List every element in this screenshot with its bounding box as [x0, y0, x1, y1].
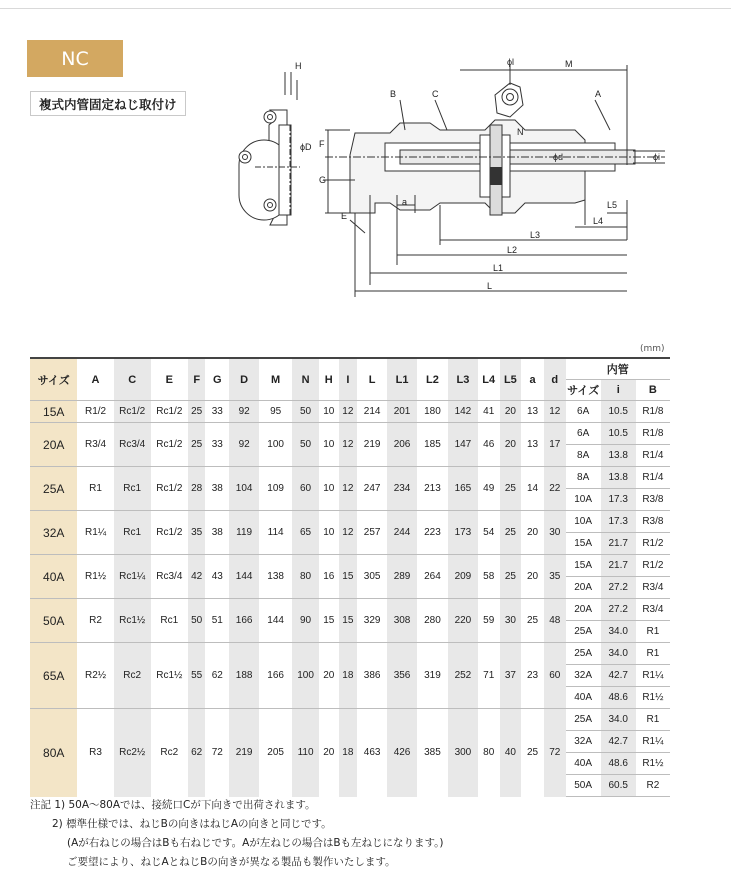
cell-inner: 20A: [566, 577, 601, 599]
cell-size: 15A: [30, 401, 77, 423]
cell-value: 71: [478, 643, 500, 709]
cell-value: 104: [229, 467, 259, 511]
cell-value: 188: [229, 643, 259, 709]
cell-value: 38: [205, 511, 229, 555]
cell-inner: 34.0: [601, 709, 636, 731]
header-inner-B: B: [636, 380, 670, 401]
cell-value: R1: [77, 467, 113, 511]
note-2-detail: (Aが右ねじの場合はBも右ねじです。Aが左ねじの場合はBも左ねじになります。): [67, 837, 444, 849]
cell-value: 62: [205, 643, 229, 709]
cell-inner: 17.3: [601, 511, 636, 533]
cell-value: 180: [417, 401, 448, 423]
cell-value: 12: [544, 401, 566, 423]
cell-value: 50: [188, 599, 206, 643]
cell-value: Rc1/2: [151, 423, 188, 467]
cell-value: 37: [500, 643, 522, 709]
note-1: 注記 1) 50A～80Aでは、接続口Cが下向きで出荷されます。: [30, 799, 316, 811]
table-row: [30, 423, 670, 445]
cell-value: 201: [387, 401, 417, 423]
cell-value: 15: [319, 599, 339, 643]
cell-value: 13: [521, 423, 544, 467]
cell-value: R1¼: [77, 511, 113, 555]
cell-value: R2: [77, 599, 113, 643]
cell-value: 80: [478, 709, 500, 797]
cell-value: 356: [387, 643, 417, 709]
cell-value: 43: [205, 555, 229, 599]
cell-value: 22: [544, 467, 566, 511]
cell-inner: 13.8: [601, 445, 636, 467]
cell-value: 10: [319, 423, 339, 467]
label-A: A: [595, 89, 602, 99]
cell-inner: 27.2: [601, 577, 636, 599]
cell-value: 173: [448, 511, 478, 555]
cell-value: 20: [500, 423, 522, 467]
cell-inner: 48.6: [601, 687, 636, 709]
cell-value: 46: [478, 423, 500, 467]
label-phi-d: ϕd: [553, 152, 564, 162]
cell-inner: R1/2: [636, 555, 670, 577]
cell-value: 38: [205, 467, 229, 511]
cell-inner: 25A: [566, 709, 601, 731]
label-L2: L2: [507, 245, 518, 255]
cell-inner: R1/4: [636, 467, 670, 489]
model-badge: NC: [27, 40, 123, 77]
cell-inner: 50A: [566, 775, 601, 797]
technical-drawing: [225, 55, 675, 305]
cell-value: 20: [521, 511, 544, 555]
cell-value: 205: [259, 709, 292, 797]
cell-size: 32A: [30, 511, 77, 555]
header-E: E: [151, 358, 188, 401]
cell-inner: 10A: [566, 511, 601, 533]
table-row: [30, 401, 670, 423]
cell-value: Rc1¼: [114, 555, 151, 599]
cell-inner: 10.5: [601, 401, 636, 423]
cell-value: 92: [229, 401, 259, 423]
cell-inner: 34.0: [601, 621, 636, 643]
cell-value: 18: [339, 643, 358, 709]
cell-inner: 21.7: [601, 555, 636, 577]
cell-value: 25: [500, 555, 522, 599]
cell-value: Rc1: [151, 599, 188, 643]
cell-inner: R1: [636, 709, 670, 731]
cell-value: 50: [292, 401, 319, 423]
cell-inner: 15A: [566, 555, 601, 577]
cell-value: 114: [259, 511, 292, 555]
spec-table: [30, 357, 670, 797]
label-L4: L4: [593, 216, 604, 226]
label-L: L: [487, 281, 493, 291]
cell-inner: 27.2: [601, 599, 636, 621]
cell-value: 33: [205, 401, 229, 423]
cell-value: 18: [339, 709, 358, 797]
cell-inner: 6A: [566, 423, 601, 445]
cell-inner: 60.5: [601, 775, 636, 797]
cell-value: 25: [521, 599, 544, 643]
label-G: G: [319, 175, 327, 185]
cell-value: 214: [357, 401, 387, 423]
label-F: F: [319, 139, 325, 149]
cell-value: Rc1/2: [151, 467, 188, 511]
cell-inner: R1½: [636, 753, 670, 775]
cell-inner: R1¼: [636, 731, 670, 753]
header-L: L: [357, 358, 387, 401]
cell-value: 42: [188, 555, 206, 599]
header-N: N: [292, 358, 319, 401]
cell-value: 147: [448, 423, 478, 467]
cell-value: 16: [319, 555, 339, 599]
spec-table-body: [30, 401, 670, 797]
cell-value: 20: [521, 555, 544, 599]
cell-value: 10: [319, 467, 339, 511]
cell-value: 40: [500, 709, 522, 797]
cell-inner: 13.8: [601, 467, 636, 489]
cell-value: 12: [339, 467, 358, 511]
note-2: 2) 標準仕様では、ねじBの向きはねじAの向きと同じです。: [52, 818, 332, 830]
table-row: [30, 555, 670, 577]
header-A: A: [77, 358, 113, 401]
cell-value: 13: [521, 401, 544, 423]
cell-value: 234: [387, 467, 417, 511]
cell-inner: 10.5: [601, 423, 636, 445]
cell-value: 144: [229, 555, 259, 599]
cell-value: Rc1: [114, 511, 151, 555]
cell-size: 80A: [30, 709, 77, 797]
cell-value: Rc1½: [114, 599, 151, 643]
notes: [30, 796, 444, 872]
cell-value: 426: [387, 709, 417, 797]
cell-value: 209: [448, 555, 478, 599]
cell-value: 165: [448, 467, 478, 511]
cell-value: R3/4: [77, 423, 113, 467]
header-G: G: [205, 358, 229, 401]
table-row: [30, 511, 670, 533]
cell-inner: 21.7: [601, 533, 636, 555]
cell-value: 48: [544, 599, 566, 643]
cell-value: 220: [448, 599, 478, 643]
cell-inner: 40A: [566, 753, 601, 775]
table-row: [30, 599, 670, 621]
label-phi-D: ϕD: [300, 142, 312, 152]
cell-value: 319: [417, 643, 448, 709]
cell-value: 206: [387, 423, 417, 467]
cell-value: 20: [500, 401, 522, 423]
cell-inner: R1/8: [636, 423, 670, 445]
cell-inner: 20A: [566, 599, 601, 621]
top-divider: [0, 8, 731, 9]
cell-value: 144: [259, 599, 292, 643]
cell-value: 15: [339, 555, 358, 599]
cell-inner: R2: [636, 775, 670, 797]
unit-label: (mm): [640, 344, 665, 354]
cell-value: 10: [319, 511, 339, 555]
cell-value: 12: [339, 511, 358, 555]
cell-value: 305: [357, 555, 387, 599]
cell-inner: 32A: [566, 731, 601, 753]
table-header-row: [30, 358, 670, 380]
cell-value: Rc1½: [151, 643, 188, 709]
cell-value: Rc1: [114, 467, 151, 511]
header-C: C: [114, 358, 151, 401]
table-row: [30, 709, 670, 731]
cell-value: 60: [292, 467, 319, 511]
cell-size: 65A: [30, 643, 77, 709]
cell-value: 49: [478, 467, 500, 511]
cell-inner: R3/8: [636, 511, 670, 533]
cell-value: 385: [417, 709, 448, 797]
note-2-extra: ご要望により、ねじAとねじBの向きが異なる製品も製作いたします。: [67, 856, 396, 868]
cell-value: 25: [188, 423, 206, 467]
cell-inner: 34.0: [601, 643, 636, 665]
cell-value: 219: [229, 709, 259, 797]
cell-value: 54: [478, 511, 500, 555]
header-M: M: [259, 358, 292, 401]
cell-value: 109: [259, 467, 292, 511]
cell-size: 25A: [30, 467, 77, 511]
cell-value: 110: [292, 709, 319, 797]
cell-value: 142: [448, 401, 478, 423]
header-L5: L5: [500, 358, 522, 401]
cell-inner: R1/4: [636, 445, 670, 467]
cell-value: 92: [229, 423, 259, 467]
cell-value: Rc3/4: [114, 423, 151, 467]
cell-value: 35: [544, 555, 566, 599]
cell-value: 58: [478, 555, 500, 599]
header-inner-pipe: 内管: [566, 358, 670, 380]
cell-inner: 40A: [566, 687, 601, 709]
cell-value: 95: [259, 401, 292, 423]
cell-size: 20A: [30, 423, 77, 467]
cell-value: 280: [417, 599, 448, 643]
cell-value: Rc1/2: [114, 401, 151, 423]
cell-inner: 8A: [566, 445, 601, 467]
header-inner-size: サイズ: [566, 380, 601, 401]
cell-value: 30: [500, 599, 522, 643]
cell-inner: 15A: [566, 533, 601, 555]
cell-value: 138: [259, 555, 292, 599]
cell-inner: 8A: [566, 467, 601, 489]
cell-value: 247: [357, 467, 387, 511]
cell-value: 23: [521, 643, 544, 709]
cell-value: 252: [448, 643, 478, 709]
cell-value: 300: [448, 709, 478, 797]
cell-value: Rc2: [114, 643, 151, 709]
cell-value: 25: [521, 709, 544, 797]
header-size: サイズ: [30, 358, 77, 401]
cell-value: 308: [387, 599, 417, 643]
cell-inner: R1½: [636, 687, 670, 709]
cell-inner: 25A: [566, 643, 601, 665]
cell-inner: R3/8: [636, 489, 670, 511]
cell-value: 119: [229, 511, 259, 555]
cell-value: 41: [478, 401, 500, 423]
table-row: [30, 467, 670, 489]
cell-value: 100: [259, 423, 292, 467]
cell-inner: 42.7: [601, 731, 636, 753]
header-L2: L2: [417, 358, 448, 401]
cell-value: 59: [478, 599, 500, 643]
cell-inner: 48.6: [601, 753, 636, 775]
cell-inner: R3/4: [636, 577, 670, 599]
cell-value: 90: [292, 599, 319, 643]
header-L1: L1: [387, 358, 417, 401]
cell-inner: R1: [636, 643, 670, 665]
cell-inner: R1: [636, 621, 670, 643]
header-L3: L3: [448, 358, 478, 401]
label-C: C: [432, 89, 439, 99]
cell-value: 20: [319, 709, 339, 797]
label-a: a: [402, 197, 408, 207]
cell-value: 55: [188, 643, 206, 709]
header-inner-i: i: [601, 380, 636, 401]
label-E: E: [341, 211, 348, 221]
cell-value: 25: [500, 467, 522, 511]
cell-value: 166: [259, 643, 292, 709]
cell-value: 15: [339, 599, 358, 643]
header-F: F: [188, 358, 206, 401]
cell-value: Rc2½: [114, 709, 151, 797]
header-L4: L4: [478, 358, 500, 401]
header-I: I: [339, 358, 358, 401]
cell-value: 12: [339, 401, 358, 423]
cell-value: 17: [544, 423, 566, 467]
cell-value: 185: [417, 423, 448, 467]
cell-value: 166: [229, 599, 259, 643]
label-L1: L1: [493, 263, 504, 273]
label-B: B: [390, 89, 397, 99]
label-phi-i: ϕi: [653, 152, 661, 162]
cell-value: R1½: [77, 555, 113, 599]
cell-value: Rc1/2: [151, 401, 188, 423]
cell-value: 257: [357, 511, 387, 555]
cell-value: 80: [292, 555, 319, 599]
cell-value: Rc3/4: [151, 555, 188, 599]
cell-value: 10: [319, 401, 339, 423]
cell-value: R1/2: [77, 401, 113, 423]
header-a: a: [521, 358, 544, 401]
cell-value: Rc1/2: [151, 511, 188, 555]
cell-value: 329: [357, 599, 387, 643]
cell-value: 14: [521, 467, 544, 511]
cell-value: 289: [387, 555, 417, 599]
cell-value: 213: [417, 467, 448, 511]
cell-value: 100: [292, 643, 319, 709]
cell-value: 33: [205, 423, 229, 467]
cell-value: 25: [500, 511, 522, 555]
cell-value: 28: [188, 467, 206, 511]
table-row: [30, 643, 670, 665]
cell-inner: 32A: [566, 665, 601, 687]
page-subtitle: 複式内管固定ねじ取付け: [30, 91, 186, 116]
label-phi-l: ϕl: [507, 57, 515, 67]
cell-value: 65: [292, 511, 319, 555]
cell-inner: R1/2: [636, 533, 670, 555]
cell-inner: 25A: [566, 621, 601, 643]
header-d: d: [544, 358, 566, 401]
label-N: N: [517, 127, 524, 137]
cell-size: 50A: [30, 599, 77, 643]
cell-value: 30: [544, 511, 566, 555]
cell-value: 51: [205, 599, 229, 643]
cell-value: 12: [339, 423, 358, 467]
cell-value: 62: [188, 709, 206, 797]
label-M: M: [565, 59, 573, 69]
cell-value: 223: [417, 511, 448, 555]
cell-inner: R3/4: [636, 599, 670, 621]
cell-value: 264: [417, 555, 448, 599]
cell-inner: 6A: [566, 401, 601, 423]
cell-value: 50: [292, 423, 319, 467]
cell-value: Rc2: [151, 709, 188, 797]
label-L5: L5: [607, 200, 618, 210]
cell-value: 386: [357, 643, 387, 709]
cell-inner: R1/8: [636, 401, 670, 423]
cell-value: 60: [544, 643, 566, 709]
cell-value: R3: [77, 709, 113, 797]
cell-inner: 10A: [566, 489, 601, 511]
cell-inner: 42.7: [601, 665, 636, 687]
header-D: D: [229, 358, 259, 401]
cell-size: 40A: [30, 555, 77, 599]
flange-side-view: [239, 72, 300, 225]
cell-value: 25: [188, 401, 206, 423]
cell-value: 72: [205, 709, 229, 797]
cell-value: 20: [319, 643, 339, 709]
cell-inner: 17.3: [601, 489, 636, 511]
cell-value: 463: [357, 709, 387, 797]
cell-value: 244: [387, 511, 417, 555]
label-L3: L3: [530, 230, 541, 240]
cell-value: 72: [544, 709, 566, 797]
cell-value: 219: [357, 423, 387, 467]
cell-value: 35: [188, 511, 206, 555]
header-H: H: [319, 358, 339, 401]
label-H: H: [295, 61, 302, 71]
cell-value: R2½: [77, 643, 113, 709]
cell-inner: R1¼: [636, 665, 670, 687]
